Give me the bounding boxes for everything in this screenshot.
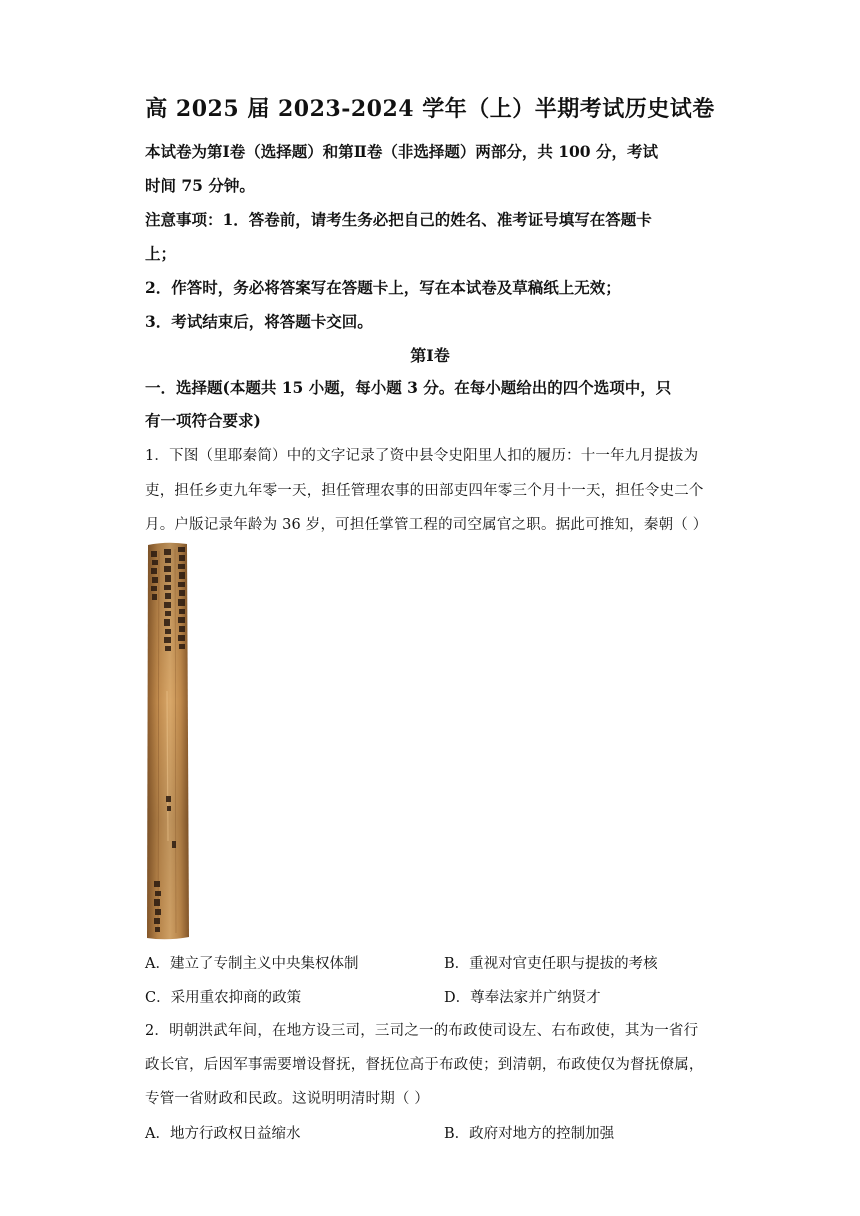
notes-item-3: 3．考试结束后，将答题卡交回。 [145,312,373,331]
notes-item-2: 2．作答时，务必将答案写在答题卡上，写在本试卷及草稿纸上无效； [145,278,621,297]
q2-line-1: 2．明朝洪武年间，在地方设三司，三司之一的布政使司设左、右布政使，其为一省行 [145,1023,699,1039]
q1-option-b: B．重视对官吏任职与提拔的考核 [444,956,658,972]
q2-line-3: 专管一省财政和民政。这说明明清时期（ ） [145,1091,430,1107]
part1-line-2: 有一项符合要求) [145,411,261,430]
q1-line-1: 1．下图（里耶秦简）中的文字记录了资中县令史阳里人扣的履历：十一年九月提拔为 [145,448,699,464]
q1-option-c: C．采用重农抑商的政策 [145,990,302,1006]
q1-option-d: D．尊奉法家并广纳贤才 [444,990,601,1006]
page-title: 高 2025 届 2023-2024 学年（上）半期考试历史试卷 [145,96,715,122]
section-title: 第Ⅰ卷 [410,346,450,365]
q2-option-a: A．地方行政权日益缩水 [145,1126,301,1142]
q1-line-2: 吏，担任乡吏九年零一天，担任管理农事的田部吏四年零三个月十一天，担任令史二个 [145,483,704,499]
notes-line-2: 上； [145,244,177,263]
part1-line-1: 一．选择题(本题共 15 小题，每小题 3 分。在每小题给出的四个选项中，只 [145,378,672,397]
q1-line-3: 月。户版记录年龄为 36 岁，可担任掌管工程的司空属官之职。据此可推知，秦朝（ ） [145,517,708,533]
notes-line-1: 注意事项：1．答卷前，请考生务必把自己的姓名、准考证号填写在答题卡 [145,210,652,229]
qin-bamboo-slip-image [145,541,190,941]
q1-option-a: A．建立了专制主义中央集权体制 [145,956,359,972]
q2-line-2: 政长官，后因军事需要增设督抚，督抚位高于布政使；到清朝，布政使仅为督抚僚属， [145,1057,704,1073]
intro-line-1: 本试卷为第Ⅰ卷（选择题）和第Ⅱ卷（非选择题）两部分，共 100 分，考试 [145,142,658,161]
intro-line-2: 时间 75 分钟。 [145,176,255,195]
q2-option-b: B．政府对地方的控制加强 [444,1126,615,1142]
